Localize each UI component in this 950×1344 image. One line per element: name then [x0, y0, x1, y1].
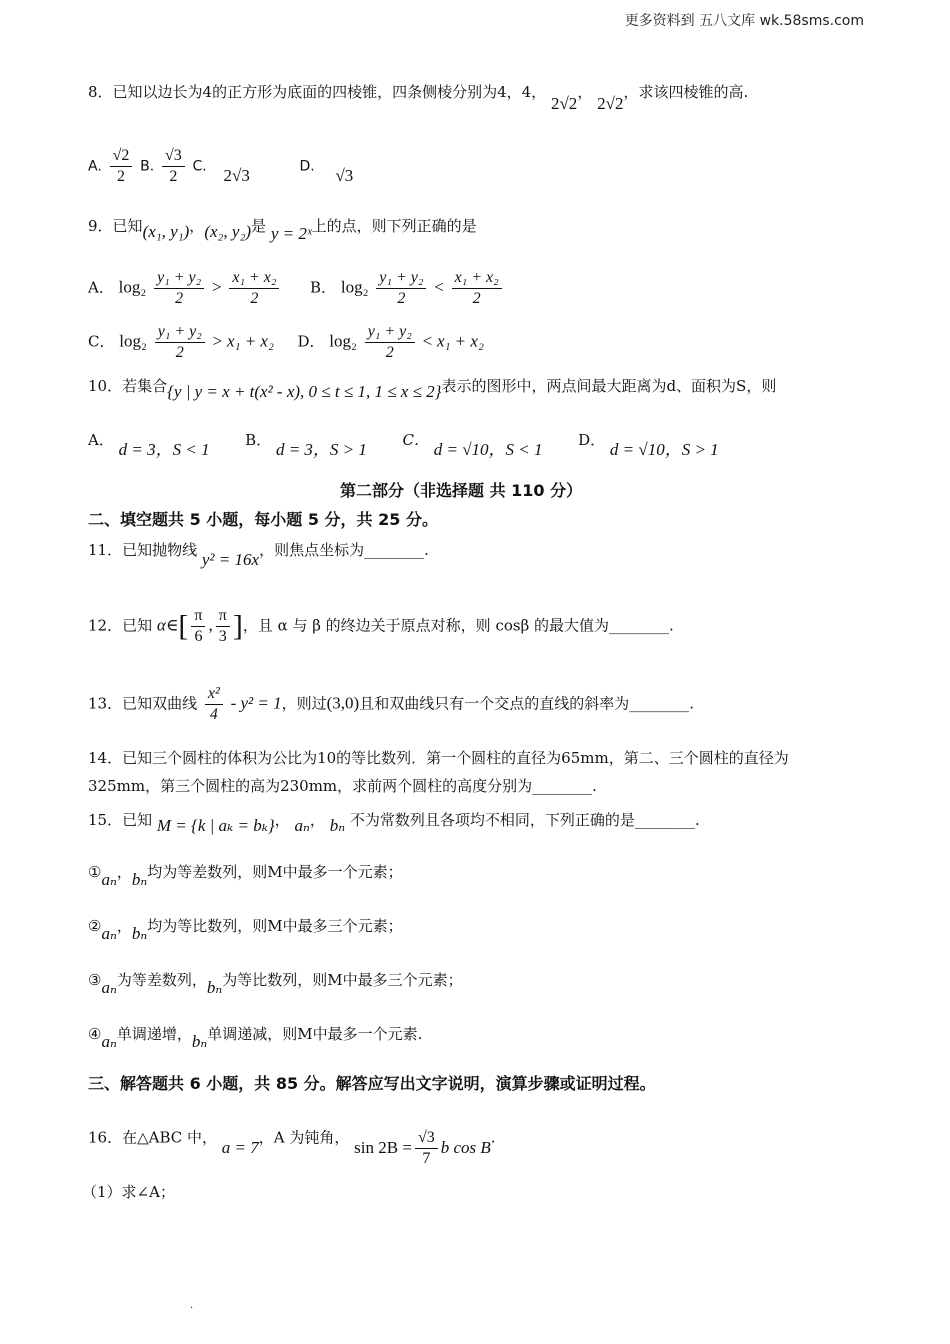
q13-pre: 已知双曲线	[122, 694, 198, 713]
q9-opt-a-log: log₂	[118, 277, 147, 297]
q9-options-cd	[88, 322, 484, 363]
q10-opt-b-value: d = 3，S > 1	[275, 440, 367, 459]
q9-opt-a-frac-x: $\frac{\text{x₁ + x₂}}{2}$	[229, 268, 279, 309]
q12-alpha: α∈	[156, 615, 179, 635]
q13-number: 13．	[88, 694, 123, 713]
q14-line-1: 已知三个圆柱的体积为公比为10的等比数列．第一个圆柱的直径为65mm，第二、三个圆柱的直径为	[122, 749, 789, 767]
q9-opt-c-label: C．	[88, 332, 115, 351]
q15-item-3: ③aₙ为等差数列，bₙ为等比数列，则M中最多三个元素；	[88, 971, 463, 997]
q9-shi: 是	[251, 217, 267, 235]
q12-post: ，且 α 与 β 的终边关于原点对称，则 cosβ 的最大值为________.	[242, 616, 674, 635]
q9-opt-b-label: B．	[310, 278, 337, 297]
q8-opt-a-value: $\frac{√2}{2}$	[110, 146, 133, 187]
q8-opt-d-label: D.	[299, 158, 315, 175]
q10-opt-b-label: B．	[245, 431, 272, 449]
q9-opt-d-log: log₂	[329, 331, 357, 351]
q11-post: ，则焦点坐标为________.	[259, 541, 429, 559]
q13-post: 且和双曲线只有一个交点的直线的斜率为________.	[359, 694, 694, 713]
question-13	[88, 684, 694, 725]
q8-opt-c-label: C.	[192, 158, 207, 175]
q8-text: 已知以边长为4的正方形为底面的四棱锥，四条侧棱分别为4，4，	[112, 83, 547, 101]
q9-number: 9．	[88, 217, 113, 235]
q16-lhs: sin 2B =	[354, 1137, 412, 1157]
q16-subquestion-1: （1）求∠A；	[82, 1183, 175, 1201]
q15-an: aₙ	[294, 816, 310, 835]
q9-pre: 已知	[112, 217, 143, 235]
question-12: 12．已知 α∈[ $\frac{\pi}{6}$ , $\frac{\pi}{3}$ ]，且 α 与 β 的终边关于原点对称，则 cosβ 的最大值为________.	[88, 607, 674, 645]
q12-upper: $\frac{\pi}{3}$	[216, 606, 230, 647]
q10-post: 表示的图形中，两点间最大距离为d、面积为S，则	[441, 377, 777, 395]
q16-rhs: b cos B	[440, 1137, 491, 1157]
q8-tail: ，求该四棱锥的高.	[623, 83, 749, 101]
q13-rest: - y² = 1	[230, 693, 282, 713]
q15-sep-2: ，	[309, 811, 325, 829]
q9-opt-c-sum: x₁ + x₂	[226, 331, 274, 351]
q9-opt-b-log: log₂	[340, 277, 369, 297]
q10-opt-d-label: D．	[578, 431, 606, 449]
question-14-line-2: 325mm，第三个圆柱的高为230mm，求前两个圆柱的高度分别为________.	[88, 777, 597, 795]
q9-opt-c-frac-y: $\frac{\text{y₁ + y₂}}{2}$	[155, 322, 205, 363]
q9-point-2: (x₂, y₂)	[204, 222, 252, 241]
q16-pre: 在△ABC 中，	[122, 1128, 218, 1147]
q8-options	[88, 146, 353, 187]
q10-opt-a-value: d = 3，S < 1	[118, 440, 210, 459]
q9-opt-b-frac-y: $\frac{\text{y₁ + y₂}}{2}$	[376, 268, 426, 309]
q8-edge-4: 2√2	[597, 94, 624, 113]
q9-opt-a-frac-y: $\frac{\text{y₁ + y₂}}{2}$	[154, 268, 204, 309]
q9-options-ab	[88, 268, 505, 309]
q10-number: 10．	[88, 377, 123, 395]
q14-number: 14．	[88, 749, 123, 767]
question-16	[88, 1118, 496, 1167]
question-8	[88, 82, 749, 113]
q15-item-2: ②aₙ，bₙ均为等比数列，则M中最多三个元素；	[88, 917, 403, 943]
question-11	[88, 540, 429, 569]
q9-point-1: (x₁, y₁)	[142, 222, 190, 241]
q9-opt-d-frac-y: $\frac{\text{y₁ + y₂}}{2}$	[365, 322, 415, 363]
q15-post: 不为常数列且各项均不相同，下列正确的是________.	[349, 811, 700, 829]
q10-options	[88, 430, 719, 459]
q16-end: .	[490, 1128, 496, 1147]
q10-opt-c-label: C．	[402, 431, 429, 449]
page-header: 更多资料到 五八文库 wk.58sms.com	[624, 13, 864, 29]
q13-point: (3,0)	[326, 693, 360, 713]
question-15	[88, 810, 700, 835]
q15-number: 15．	[88, 811, 123, 829]
section-two-title: 二、填空题共 5 小题，每小题 5 分，共 25 分。	[88, 510, 438, 529]
q16-number: 16．	[88, 1128, 123, 1147]
q10-set: {y | y = x + t(x² - x), 0 ≤ t ≤ 1, 1 ≤ x ≤ 2}	[167, 382, 442, 401]
part-two-title: 第二部分（非选择题 共 110 分）	[340, 481, 583, 500]
q9-function: y = 2ˣ	[270, 224, 312, 243]
q16-a-equation: a = 7	[221, 1137, 259, 1157]
q15-set: M = {k | aₖ = bₖ}	[156, 816, 275, 835]
q8-opt-b-value: $\frac{√3}{2}$	[162, 146, 185, 187]
q13-frac: $\frac{\text{x²}}{4}$	[205, 684, 223, 725]
q15-sep-1: ，	[274, 811, 290, 829]
q9-opt-d-label: D．	[297, 332, 325, 351]
q9-opt-a-gt: >	[211, 277, 222, 297]
q15-item-1: ①aₙ，bₙ均为等差数列，则M中最多一个元素；	[88, 863, 403, 889]
q8-sep: ，	[577, 83, 593, 101]
q9-opt-c-gt: >	[212, 331, 223, 351]
q15-bn: bₙ	[329, 816, 346, 835]
q9-opt-b-frac-x: $\frac{\text{x₁ + x₂}}{2}$	[452, 268, 502, 309]
q10-opt-c-value: d = √10，S < 1	[433, 440, 543, 459]
q9-opt-d-lt: <	[422, 331, 433, 351]
q12-lower: $\frac{\pi}{6}$	[191, 606, 205, 647]
q11-pre: 已知抛物线	[122, 541, 198, 559]
q9-opt-d-sum: x₁ + x₂	[436, 331, 484, 351]
section-three-title: 三、解答题共 6 小题，共 85 分。解答应写出文字说明，演算步骤或证明过程。	[88, 1074, 656, 1093]
q12-number: 12．	[88, 616, 123, 635]
q13-mid: ，则过	[281, 694, 327, 713]
question-10	[88, 376, 777, 401]
q11-equation: y² = 16x	[201, 550, 260, 569]
q9-opt-a-label: A．	[88, 278, 114, 297]
q10-pre: 若集合	[122, 377, 168, 395]
q10-opt-d-value: d = √10，S > 1	[609, 440, 719, 459]
q9-mid: ，	[189, 217, 205, 235]
q16-mid: ，A 为钝角，	[258, 1128, 350, 1147]
q8-opt-a-label: A.	[88, 158, 102, 175]
question-9	[88, 216, 477, 243]
q15-pre: 已知	[122, 811, 153, 829]
q8-opt-c-value: 2√3	[223, 165, 250, 185]
q15-item-4: ④aₙ单调递增，bₙ单调递减，则M中最多一个元素.	[88, 1025, 423, 1051]
q8-number: 8．	[88, 83, 113, 101]
q11-number: 11．	[88, 541, 123, 559]
q8-opt-d-value: √3	[335, 165, 354, 185]
q9-post: 上的点，则下列正确的是	[311, 217, 477, 235]
q9-opt-b-lt: <	[434, 277, 444, 297]
q10-opt-a-label: A．	[88, 431, 114, 449]
q12-pre: 已知	[122, 616, 153, 635]
q8-edge-3: 2√2	[550, 94, 578, 113]
q9-opt-c-log: log₂	[119, 331, 147, 351]
question-14-line-1	[88, 748, 789, 768]
q8-opt-b-label: B.	[140, 158, 155, 175]
q16-frac: $\frac{√3}{7}$	[415, 1128, 438, 1169]
footer-dot: .	[190, 1300, 194, 1311]
